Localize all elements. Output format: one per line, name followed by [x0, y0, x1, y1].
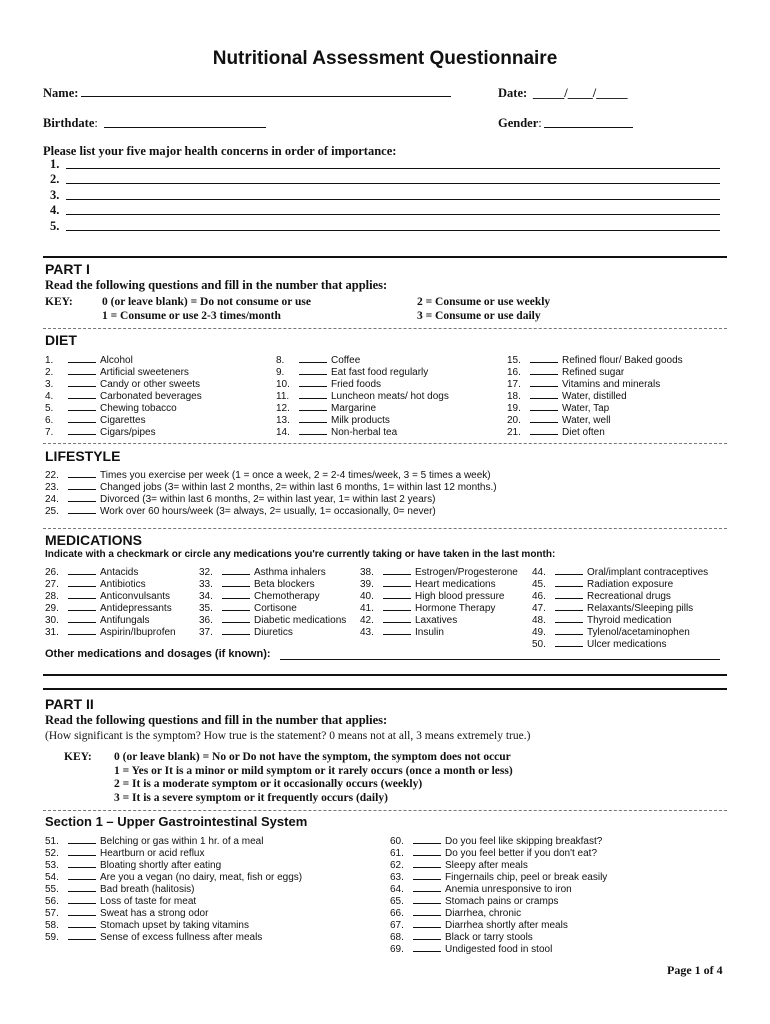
- item-label: Do you feel better if you don't eat?: [445, 848, 598, 859]
- item-number: 41.: [360, 603, 374, 614]
- item-number: 1.: [45, 355, 54, 366]
- diet-heading: DIET: [45, 332, 77, 348]
- item-label: Fingernails chip, peel or break easily: [445, 872, 608, 883]
- item-number: 65.: [390, 896, 404, 907]
- answer-blank[interactable]: [68, 492, 96, 502]
- list-item: [45, 625, 176, 639]
- item-label: Coffee: [331, 355, 361, 366]
- item-label: Asthma inhalers: [254, 567, 326, 578]
- item-label: Eat fast food regularly: [331, 367, 429, 378]
- item-number: 53.: [45, 860, 59, 871]
- item-label: Refined sugar: [562, 367, 625, 378]
- list-item: [199, 625, 293, 639]
- item-label: Sweat has a strong odor: [100, 908, 209, 919]
- answer-blank[interactable]: [299, 425, 327, 435]
- item-label: Insulin: [415, 627, 444, 638]
- other-medications-field[interactable]: [280, 648, 720, 660]
- item-number: 26.: [45, 567, 59, 578]
- item-label: Cortisone: [254, 603, 297, 614]
- lifestyle-heading: LIFESTYLE: [45, 448, 121, 464]
- part1-instruction: Read the following questions and fill in the number that applies:: [45, 278, 388, 292]
- answer-blank[interactable]: [68, 577, 96, 587]
- answer-blank[interactable]: [413, 906, 441, 916]
- item-label: Hormone Therapy: [415, 603, 496, 614]
- answer-blank[interactable]: [222, 589, 250, 599]
- part2-heading: PART II: [45, 696, 94, 712]
- list-item: [360, 625, 444, 639]
- item-number: 33.: [199, 579, 213, 590]
- answer-blank[interactable]: [299, 353, 327, 363]
- concern-2[interactable]: 2.: [50, 172, 59, 187]
- concern-1[interactable]: 1.: [50, 157, 59, 172]
- item-number: 59.: [45, 932, 59, 943]
- item-label: Recreational drugs: [587, 591, 671, 602]
- item-label: Chemotherapy: [254, 591, 320, 602]
- item-label: Cigars/pipes: [100, 427, 156, 438]
- answer-blank[interactable]: [413, 870, 441, 880]
- answer-blank[interactable]: [68, 918, 96, 928]
- item-label: Diabetic medications: [254, 615, 347, 626]
- item-number: 13.: [276, 415, 290, 426]
- answer-blank[interactable]: [530, 425, 558, 435]
- item-number: 60.: [390, 836, 404, 847]
- item-number: 44.: [532, 567, 546, 578]
- item-label: Laxatives: [415, 615, 458, 626]
- page-number: Page 1 of 4: [667, 963, 723, 977]
- item-number: 5.: [45, 403, 54, 414]
- gender-field[interactable]: [544, 116, 633, 128]
- item-label: Loss of taste for meat: [100, 896, 197, 907]
- list-item: [390, 942, 552, 956]
- item-number: 16.: [507, 367, 521, 378]
- date-label: Date:: [498, 86, 528, 100]
- item-number: 15.: [507, 355, 521, 366]
- item-label: Times you exercise per week (1 = once a week, 2 = 2-4 times/week, 3 = 5 times a week): [100, 470, 491, 481]
- item-number: 4.: [45, 391, 54, 402]
- answer-blank[interactable]: [383, 565, 411, 575]
- item-number: 19.: [507, 403, 521, 414]
- part1-heading: PART I: [45, 261, 90, 277]
- answer-blank[interactable]: [68, 858, 96, 868]
- part2-key-label: KEY:: [64, 751, 92, 763]
- part2-subinstruction: (How significant is the symptom? How true is the statement? 0 means not at all, 3 means extremely true.): [45, 730, 531, 742]
- item-number: 61.: [390, 848, 404, 859]
- item-number: 38.: [360, 567, 374, 578]
- key-0: 0 (or leave blank) = Do not consume or use: [102, 296, 311, 308]
- item-label: Antibiotics: [100, 579, 146, 590]
- item-number: 29.: [45, 603, 59, 614]
- item-number: 43.: [360, 627, 374, 638]
- answer-blank[interactable]: [68, 882, 96, 892]
- item-label: Diarrhea, chronic: [445, 908, 522, 919]
- item-number: 35.: [199, 603, 213, 614]
- answer-blank[interactable]: [383, 589, 411, 599]
- item-number: 56.: [45, 896, 59, 907]
- answer-blank[interactable]: [222, 565, 250, 575]
- other-medications-label: Other medications and dosages (if known):: [45, 648, 271, 660]
- answer-blank[interactable]: [383, 601, 411, 611]
- item-number: 64.: [390, 884, 404, 895]
- item-number: 54.: [45, 872, 59, 883]
- item-label: Non-herbal tea: [331, 427, 398, 438]
- name-field[interactable]: [81, 85, 451, 97]
- item-label: Luncheon meats/ hot dogs: [331, 391, 449, 402]
- item-number: 24.: [45, 494, 59, 505]
- item-label: Margarine: [331, 403, 377, 414]
- item-label: Diarrhea shortly after meals: [445, 920, 568, 931]
- medications-instruction: Indicate with a checkmark or circle any medications you're currently taking or have taken in the last month:: [45, 549, 556, 560]
- item-number: 22.: [45, 470, 59, 481]
- item-number: 6.: [45, 415, 54, 426]
- item-number: 66.: [390, 908, 404, 919]
- divider: [43, 256, 727, 258]
- item-number: 48.: [532, 615, 546, 626]
- item-label: Refined flour/ Baked goods: [562, 355, 683, 366]
- item-label: Work over 60 hours/week (3= always, 2= usually, 1= occasionally, 0= never): [100, 506, 436, 517]
- answer-blank[interactable]: [68, 468, 96, 478]
- item-number: 28.: [45, 591, 59, 602]
- key-3: 3 = Consume or use daily: [417, 310, 541, 322]
- part2-key-0: 0 (or leave blank) = No or Do not have the symptom, the symptom does not occur: [114, 751, 511, 763]
- key-2: 2 = Consume or use weekly: [417, 296, 551, 308]
- item-label: Alcohol: [100, 355, 133, 366]
- item-label: Relaxants/Sleeping pills: [587, 603, 694, 614]
- answer-blank[interactable]: [413, 942, 441, 952]
- item-number: 58.: [45, 920, 59, 931]
- answer-blank[interactable]: [222, 601, 250, 611]
- answer-blank[interactable]: [68, 425, 96, 435]
- item-number: 12.: [276, 403, 290, 414]
- item-number: 23.: [45, 482, 59, 493]
- item-number: 57.: [45, 908, 59, 919]
- item-number: 37.: [199, 627, 213, 638]
- list-item: [45, 930, 262, 944]
- item-number: 49.: [532, 627, 546, 638]
- concern-4[interactable]: 4.: [50, 203, 59, 218]
- answer-blank[interactable]: [68, 834, 96, 844]
- item-number: 50.: [532, 639, 546, 650]
- item-label: Cigarettes: [100, 415, 146, 426]
- item-label: Stomach pains or cramps: [445, 896, 559, 907]
- item-label: Chewing tobacco: [100, 403, 177, 414]
- answer-blank[interactable]: [555, 613, 583, 623]
- answer-blank[interactable]: [413, 834, 441, 844]
- item-label: Antidepressants: [100, 603, 172, 614]
- item-number: 45.: [532, 579, 546, 590]
- list-item: [45, 425, 156, 439]
- list-item: [45, 504, 436, 518]
- answer-blank[interactable]: [413, 858, 441, 868]
- item-label: Are you a vegan (no dairy, meat, fish or eggs): [100, 872, 303, 883]
- answer-blank[interactable]: [68, 613, 96, 623]
- item-number: 7.: [45, 427, 54, 438]
- answer-blank[interactable]: [222, 613, 250, 623]
- answer-blank[interactable]: [383, 613, 411, 623]
- item-label: Diuretics: [254, 627, 293, 638]
- item-number: 62.: [390, 860, 404, 871]
- item-number: 52.: [45, 848, 59, 859]
- answer-blank[interactable]: [299, 401, 327, 411]
- answer-blank[interactable]: [68, 870, 96, 880]
- answer-blank[interactable]: [530, 389, 558, 399]
- answer-blank[interactable]: [555, 637, 583, 647]
- item-number: 2.: [45, 367, 54, 378]
- item-label: Anticonvulsants: [100, 591, 171, 602]
- divider: [43, 674, 727, 676]
- item-label: Antacids: [100, 567, 139, 578]
- item-number: 40.: [360, 591, 374, 602]
- answer-blank[interactable]: [530, 377, 558, 387]
- item-label: Thyroid medication: [587, 615, 672, 626]
- birthdate-field[interactable]: [104, 116, 266, 128]
- item-number: 55.: [45, 884, 59, 895]
- item-number: 31.: [45, 627, 59, 638]
- item-label: Antifungals: [100, 615, 150, 626]
- part2-key-2: 2 = It is a moderate symptom or it occasionally occurs (weekly): [114, 778, 423, 790]
- answer-blank[interactable]: [530, 413, 558, 423]
- page-title: Nutritional Assessment Questionnaire: [212, 48, 558, 69]
- concern-5[interactable]: 5.: [50, 219, 59, 234]
- list-item: [507, 425, 605, 439]
- item-number: 67.: [390, 920, 404, 931]
- item-label: Sleepy after meals: [445, 860, 528, 871]
- item-number: 36.: [199, 615, 213, 626]
- item-label: Bloating shortly after eating: [100, 860, 222, 871]
- item-label: Water, well: [562, 415, 611, 426]
- answer-blank[interactable]: [68, 894, 96, 904]
- answer-blank[interactable]: [68, 365, 96, 375]
- item-number: 30.: [45, 615, 59, 626]
- item-number: 47.: [532, 603, 546, 614]
- item-label: Radiation exposure: [587, 579, 674, 590]
- item-label: Tylenol/acetaminophen: [587, 627, 690, 638]
- answer-blank[interactable]: [299, 377, 327, 387]
- item-label: Divorced (3= within last 6 months, 2= within last year, 1= within last 2 years): [100, 494, 436, 505]
- item-number: 39.: [360, 579, 374, 590]
- answer-blank[interactable]: [222, 625, 250, 635]
- gender-label: Gender:: [498, 116, 542, 130]
- answer-blank[interactable]: [555, 565, 583, 575]
- answer-blank[interactable]: [299, 389, 327, 399]
- key-1: 1 = Consume or use 2-3 times/month: [102, 310, 281, 322]
- item-label: Heartburn or acid reflux: [100, 848, 205, 859]
- answer-blank[interactable]: [299, 365, 327, 375]
- item-label: High blood pressure: [415, 591, 505, 602]
- answer-blank[interactable]: [68, 930, 96, 940]
- item-label: Anemia unresponsive to iron: [445, 884, 572, 895]
- item-label: Milk products: [331, 415, 390, 426]
- answer-blank[interactable]: [68, 601, 96, 611]
- answer-blank[interactable]: [413, 894, 441, 904]
- item-label: Bad breath (halitosis): [100, 884, 195, 895]
- answer-blank[interactable]: [68, 389, 96, 399]
- part2-key-3: 3 = It is a severe symptom or it frequently occurs (daily): [114, 792, 388, 804]
- item-number: 42.: [360, 615, 374, 626]
- concern-3[interactable]: 3.: [50, 188, 59, 203]
- item-number: 51.: [45, 836, 59, 847]
- item-number: 27.: [45, 579, 59, 590]
- answer-blank[interactable]: [413, 846, 441, 856]
- item-label: Changed jobs (3= within last 2 months, 2= within last 6 months, 1= within last 12 months.): [100, 482, 497, 493]
- item-number: 21.: [507, 427, 521, 438]
- list-item: [276, 425, 397, 439]
- item-label: Beta blockers: [254, 579, 315, 590]
- name-label: Name:: [43, 86, 79, 100]
- key-label: KEY:: [45, 296, 73, 308]
- answer-blank[interactable]: [68, 846, 96, 856]
- answer-blank[interactable]: [68, 906, 96, 916]
- answer-blank[interactable]: [530, 353, 558, 363]
- answer-blank[interactable]: [68, 377, 96, 387]
- part2-key-1: 1 = Yes or It is a minor or mild symptom or it rarely occurs (once a month or less): [114, 765, 513, 777]
- item-label: Oral/implant contraceptives: [587, 567, 709, 578]
- part2-instruction: Read the following questions and fill in the number that applies:: [45, 713, 388, 727]
- item-number: 9.: [276, 367, 285, 378]
- answer-blank[interactable]: [68, 625, 96, 635]
- answer-blank[interactable]: [413, 918, 441, 928]
- divider: [43, 528, 727, 529]
- divider: [43, 810, 727, 811]
- item-label: Vitamins and minerals: [562, 379, 661, 390]
- answer-blank[interactable]: [555, 625, 583, 635]
- item-number: 46.: [532, 591, 546, 602]
- answer-blank[interactable]: [383, 625, 411, 635]
- item-number: 32.: [199, 567, 213, 578]
- answer-blank[interactable]: [68, 589, 96, 599]
- answer-blank[interactable]: [222, 577, 250, 587]
- item-number: 11.: [276, 391, 290, 402]
- item-label: Sense of excess fullness after meals: [100, 932, 263, 943]
- answer-blank[interactable]: [383, 577, 411, 587]
- item-label: Fried foods: [331, 379, 382, 390]
- item-label: Artificial sweeteners: [100, 367, 189, 378]
- answer-blank[interactable]: [555, 589, 583, 599]
- item-number: 3.: [45, 379, 54, 390]
- item-label: Do you feel like skipping breakfast?: [445, 836, 603, 847]
- concerns-prompt: Please list your five major health concerns in order of importance:: [43, 144, 397, 158]
- item-label: Estrogen/Progesterone: [415, 567, 518, 578]
- item-label: Belching or gas within 1 hr. of a meal: [100, 836, 264, 847]
- divider: [43, 443, 727, 444]
- answer-blank[interactable]: [68, 413, 96, 423]
- answer-blank[interactable]: [530, 365, 558, 375]
- answer-blank[interactable]: [413, 882, 441, 892]
- item-label: Black or tarry stools: [445, 932, 533, 943]
- birthdate-label: Birthdate:: [43, 116, 98, 130]
- date-field[interactable]: _____/____/_____: [533, 86, 628, 100]
- item-number: 69.: [390, 944, 404, 955]
- item-label: Water, distilled: [562, 391, 627, 402]
- item-label: Aspirin/Ibuprofen: [100, 627, 176, 638]
- answer-blank[interactable]: [299, 413, 327, 423]
- answer-blank[interactable]: [413, 930, 441, 940]
- item-label: Carbonated beverages: [100, 391, 202, 402]
- item-label: Diet often: [562, 427, 605, 438]
- answer-blank[interactable]: [68, 480, 96, 490]
- divider: [43, 328, 727, 329]
- item-number: 18.: [507, 391, 521, 402]
- item-number: 10.: [276, 379, 290, 390]
- medications-heading: MEDICATIONS: [45, 532, 142, 548]
- item-number: 17.: [507, 379, 521, 390]
- item-label: Undigested food in stool: [445, 944, 553, 955]
- item-number: 34.: [199, 591, 213, 602]
- answer-blank[interactable]: [68, 353, 96, 363]
- item-number: 8.: [276, 355, 285, 366]
- answer-blank[interactable]: [68, 401, 96, 411]
- item-label: Water, Tap: [562, 403, 610, 414]
- item-number: 20.: [507, 415, 521, 426]
- item-number: 25.: [45, 506, 59, 517]
- item-label: Heart medications: [415, 579, 496, 590]
- item-label: Stomach upset by taking vitamins: [100, 920, 249, 931]
- item-number: 68.: [390, 932, 404, 943]
- item-number: 63.: [390, 872, 404, 883]
- item-number: 14.: [276, 427, 290, 438]
- answer-blank[interactable]: [68, 504, 96, 514]
- answer-blank[interactable]: [530, 401, 558, 411]
- answer-blank[interactable]: [555, 577, 583, 587]
- item-label: Candy or other sweets: [100, 379, 201, 390]
- divider: [43, 688, 727, 690]
- item-label: Ulcer medications: [587, 639, 667, 650]
- answer-blank[interactable]: [68, 565, 96, 575]
- answer-blank[interactable]: [555, 601, 583, 611]
- section1-heading: Section 1 – Upper Gastrointestinal System: [45, 814, 308, 829]
